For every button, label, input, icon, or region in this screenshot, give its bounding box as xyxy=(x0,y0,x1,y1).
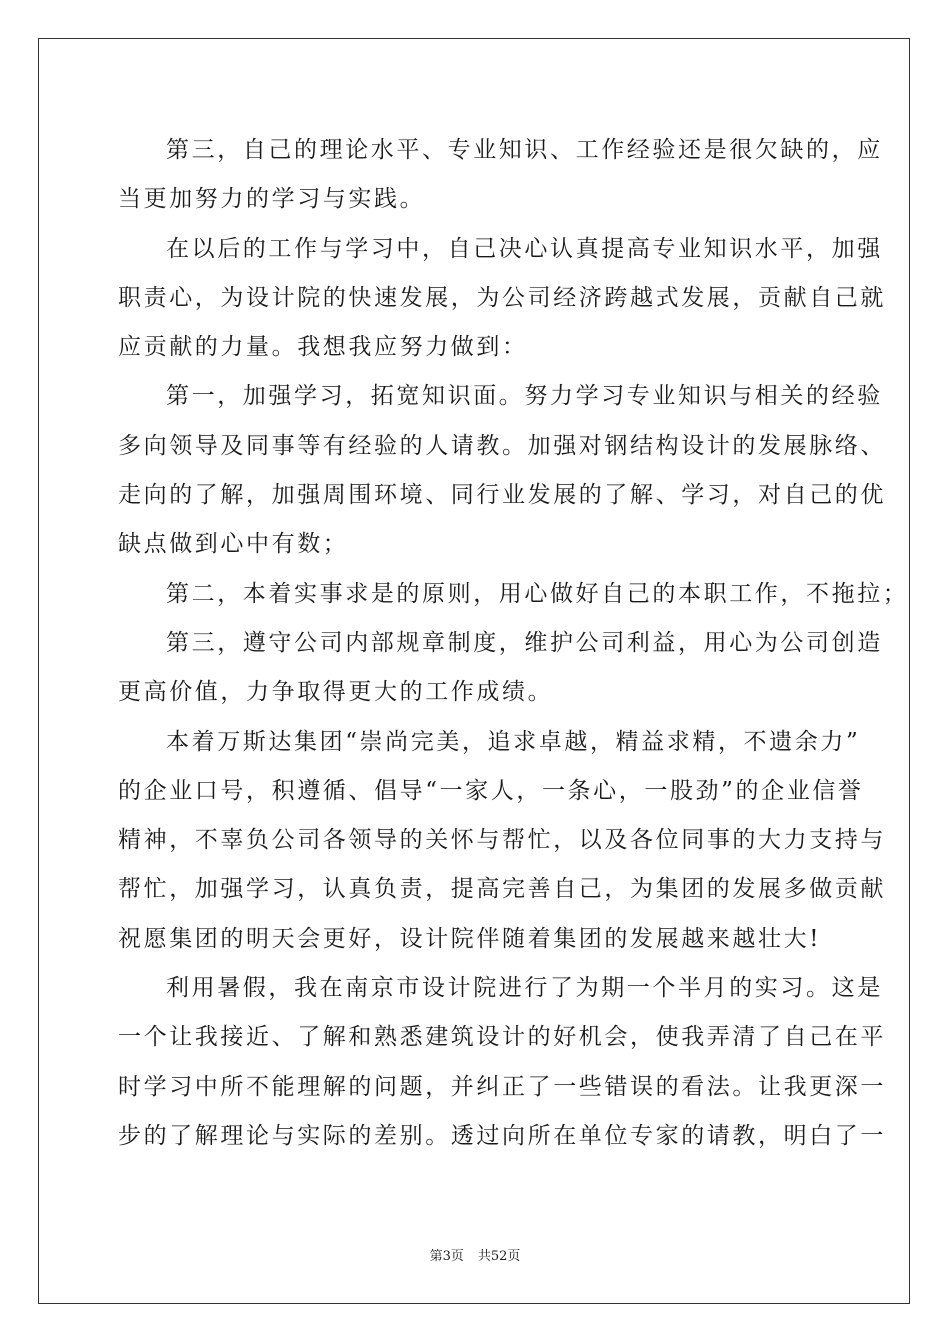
page-footer xyxy=(0,1248,950,1266)
text-line: 更高价值，力争取得更大的工作成绩。 xyxy=(118,679,554,706)
text-line: 利用暑假，我在南京市设计院进行了为期一个半月的实习。这是 xyxy=(166,975,883,1002)
text-line: 走向的了解，加强周围环境、同行业发展的了解、学习，对自己的优 xyxy=(118,482,886,509)
page-total: 共52页 xyxy=(477,1249,521,1264)
page-number: 第3页 xyxy=(429,1249,464,1264)
text-line: 应贡献的力量。我想我应努力做到： xyxy=(118,334,528,361)
text-line: 的企业口号，积遵循、倡导“一家人，一条心，一股劲”的企业信誉 xyxy=(118,777,864,804)
text-line: 职责心，为设计院的快速发展，为公司经济跨越式发展，贡献自己就 xyxy=(118,284,886,311)
text-line: 在以后的工作与学习中，自己决心认真提高专业知识水平，加强 xyxy=(166,235,883,262)
text-line: 祝愿集团的明天会更好，设计院伴随着集团的发展越来越壮大! xyxy=(118,925,822,952)
text-line: 当更加努力的学习与实践。 xyxy=(118,186,426,213)
text-line: 帮忙，加强学习，认真负责，提高完善自己，为集团的发展多做贡献 xyxy=(118,876,886,903)
text-line: 缺点做到心中有数； xyxy=(118,531,349,558)
text-line: 时学习中所不能理解的问题，并纠正了一些错误的看法。让我更深一 xyxy=(118,1073,886,1100)
document-body xyxy=(118,126,909,1161)
text-line: 第一，加强学习，拓宽知识面。努力学习专业知识与相关的经验 xyxy=(166,383,883,410)
text-line: 第三，自己的理论水平、专业知识、工作经验还是很欠缺的，应 xyxy=(166,137,883,163)
text-line: 第三，遵守公司内部规章制度，维护公司利益，用心为公司创造 xyxy=(166,629,883,656)
text-line: 本着万斯达集团“崇尚完美，追求卓越，精益求精，不遗余力” xyxy=(166,728,861,755)
text-line: 第二，本着实事求是的原则，用心做好自己的本职工作，不拖拉； xyxy=(166,580,909,607)
text-line: 精神，不辜负公司各领导的关怀与帮忙，以及各位同事的大力支持与 xyxy=(118,827,886,854)
text-line: 步的了解理论与实际的差别。透过向所在单位专家的请教，明白了一 xyxy=(118,1122,886,1149)
text-line: 多向领导及同事等有经验的人请教。加强对钢结构设计的发展脉络、 xyxy=(118,432,886,459)
text-line: 一个让我接近、了解和熟悉建筑设计的好机会，使我弄清了自己在平 xyxy=(118,1024,886,1051)
